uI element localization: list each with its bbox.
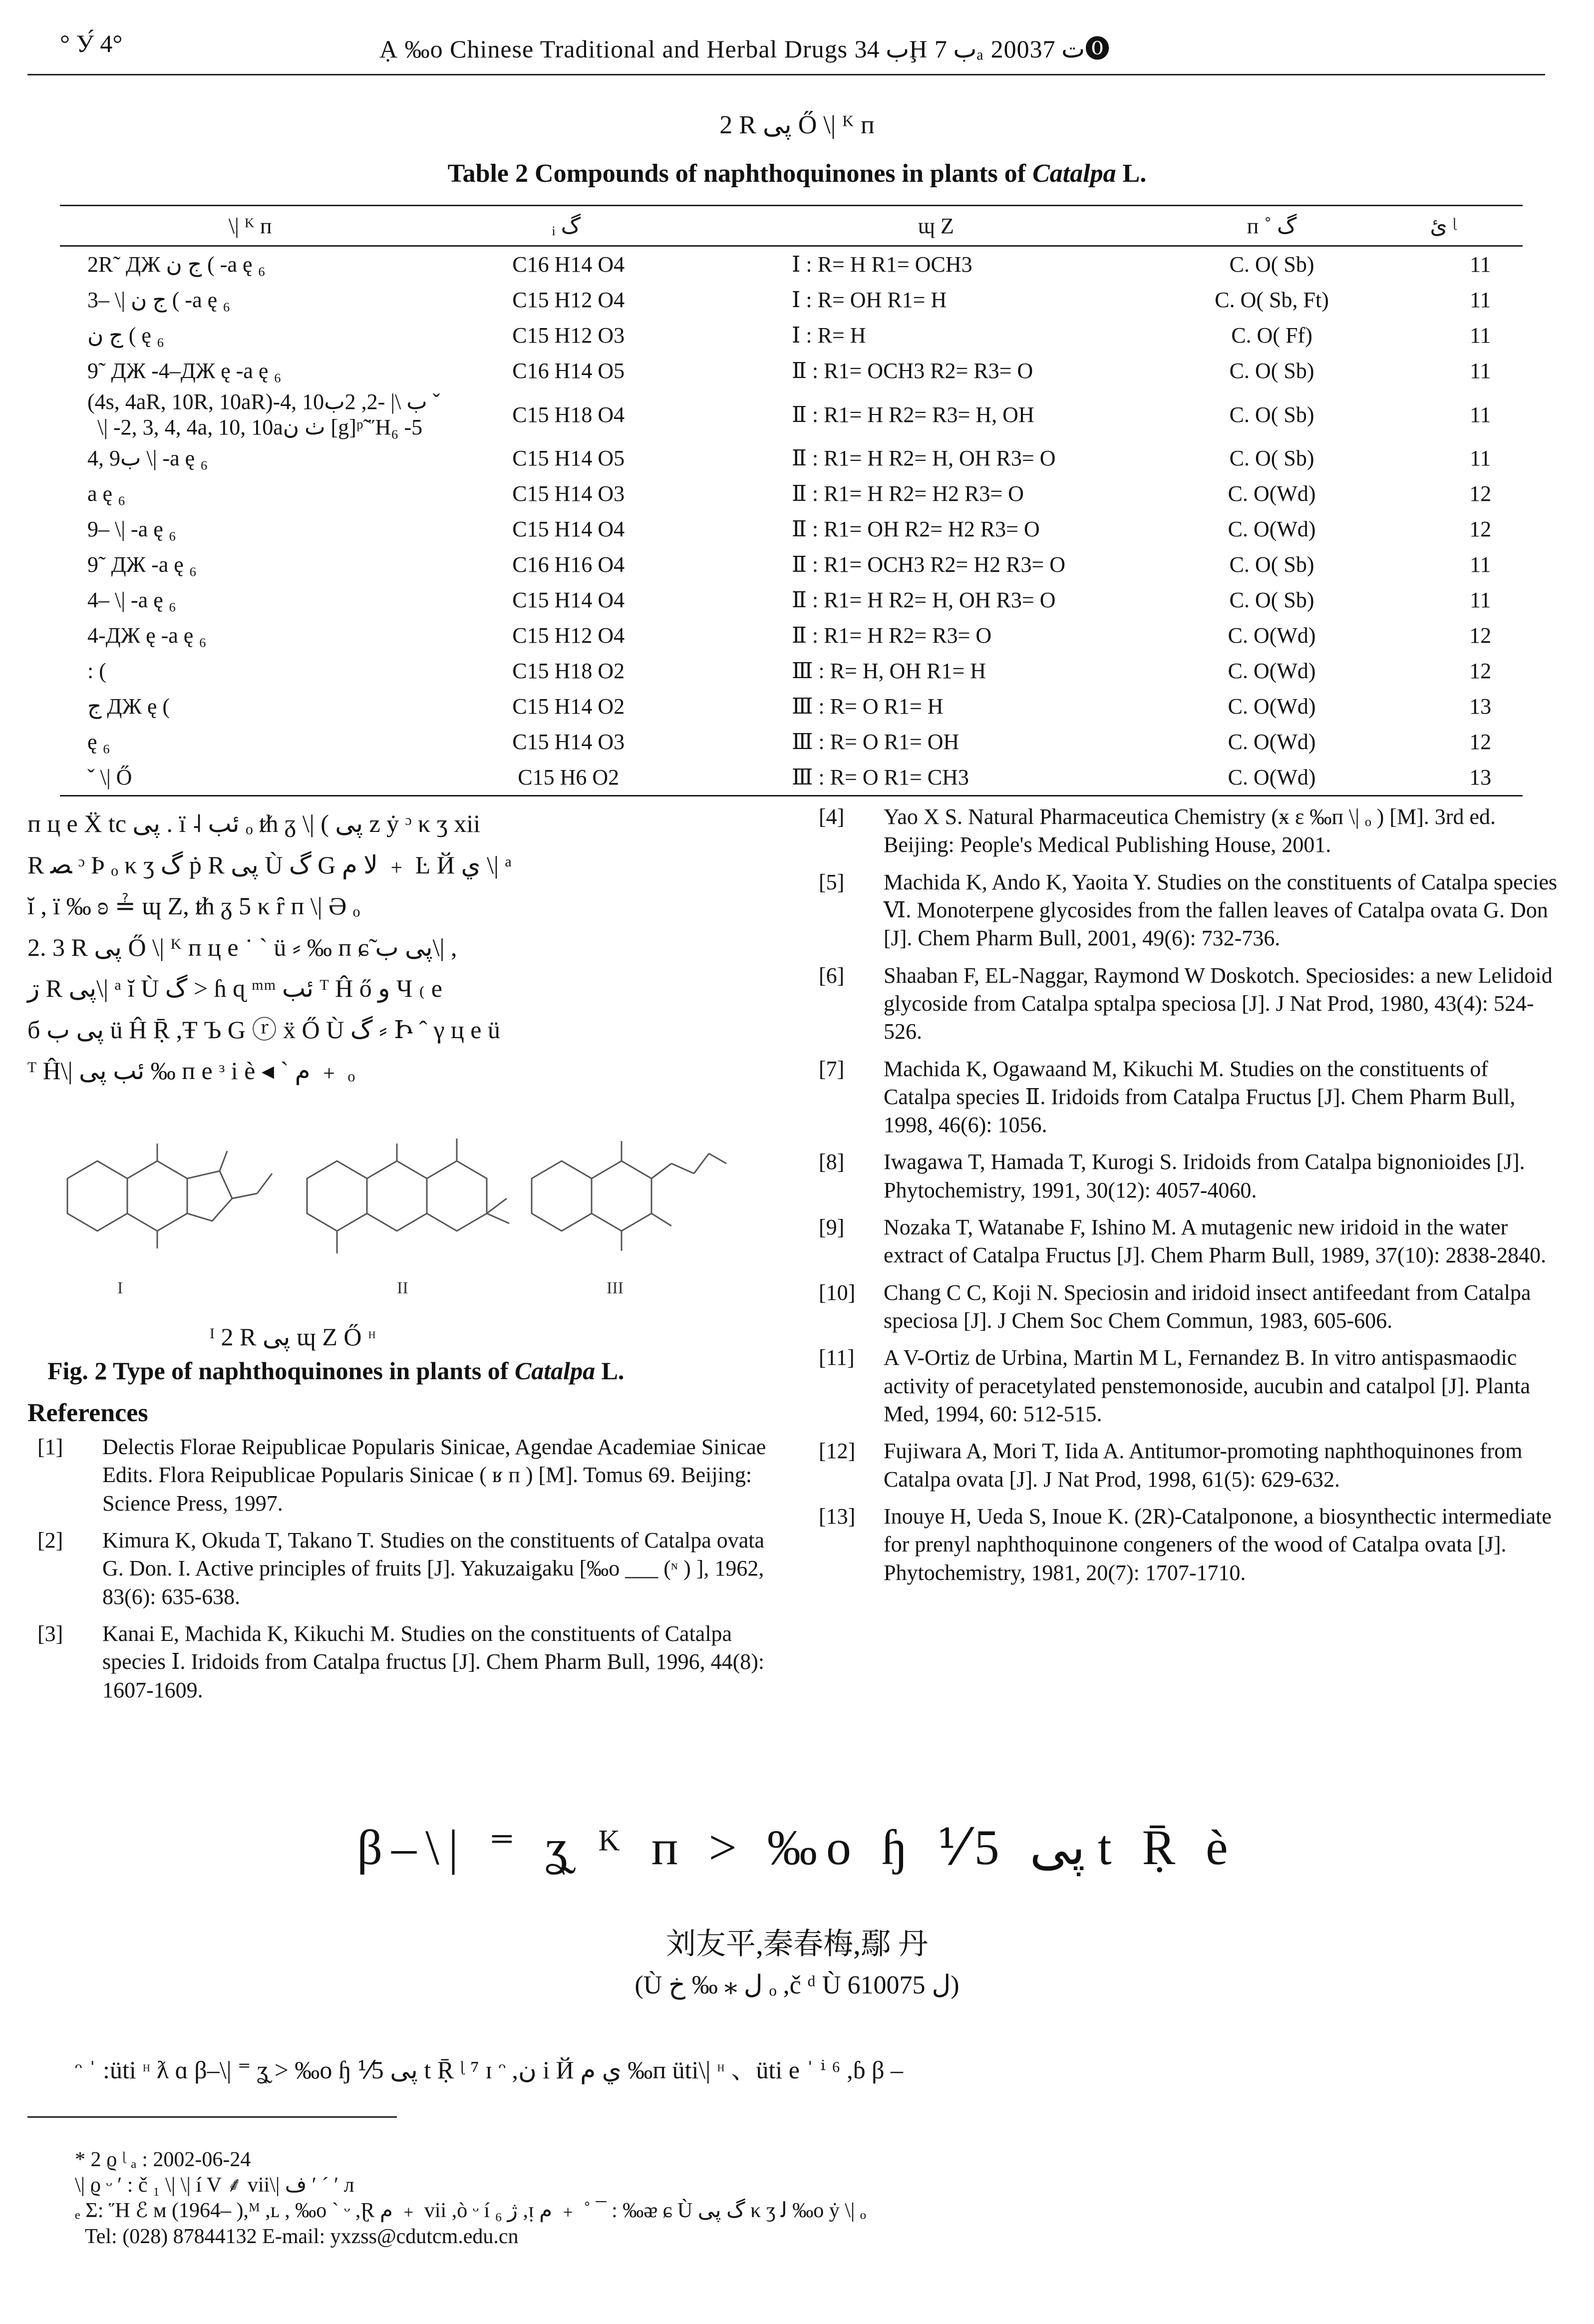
header-rule — [27, 74, 1545, 75]
molecular-formula: C15 H12 O4 — [512, 623, 625, 648]
structure-type: Ⅲ : R= O R1= H — [792, 694, 944, 719]
references-left — [27, 1433, 771, 1713]
table-row — [60, 582, 1523, 618]
structure-label-iii: III — [607, 1279, 624, 1297]
reference-number: 13 — [1469, 694, 1492, 719]
footnote — [75, 2147, 866, 2250]
reference-number: [5] — [819, 869, 845, 894]
header-formula: ᵢ گ — [440, 206, 692, 246]
structure-type: Ⅲ : R= O R1= OH — [792, 730, 959, 754]
reference-number: [3] — [37, 1621, 63, 1646]
reference-text: Inouye H, Ueda S, Inoue K. (2R)-Catalponone, a biosynthectic intermediate for prenyl naphthoquinone congeners of the wood of Catalpa ovata [J]. Phytochemistry, 1981, 20(7): 1707-1710. — [884, 1504, 1552, 1585]
reference-text: Iwagawa T, Hamada T, Kurogi S. Iridoids from Catalpa bignonioides [J]. Phytochemistry, 1991, 30(12): 4057-4060. — [884, 1150, 1525, 1202]
table-row — [60, 511, 1523, 547]
table-title-cn: 2 R پى Ő \| ᴷ ᴨ — [719, 111, 875, 139]
compound-name: 9˜ ДЖ -4–ДЖ ę -a ę ₆ — [87, 359, 282, 383]
source-part: C. O(Wd) — [1228, 694, 1316, 719]
footnote-line: ₑ Σ: Ἥ ℰ ᴍ (1964– ),ᴹ ,ʟ , ‰o ˋ ᵕ ,Ɽ ﻡ ﹢ vii ,ò ᵕ í ژ ₆ ,ᴉ ﻡ ﹢ ˚ ¯ : ‰ᴂ ɕ Ù گ پى κ ʒ ﻟ ‰o ẏ \| ₒ — [75, 2199, 866, 2223]
header-ref: ئ ᶩ — [1364, 206, 1523, 246]
source-part: C. O( Sb) — [1229, 402, 1314, 427]
structure-type: Ⅱ : R1= H R2= R3= H, OH — [792, 402, 1034, 427]
table-row — [60, 653, 1523, 689]
source-part: C. O(Wd) — [1228, 730, 1316, 754]
body-line: 2. 3 R پى Ő \| ᴷ ᴨ ц e ˙ ˋ ü ⸗ ‰ ᴨ ɕ̃ پى ب\| , — [27, 933, 457, 961]
reference-entry — [809, 1213, 1558, 1270]
compound-name: : ( — [87, 659, 106, 683]
structure-type: Ⅱ : R1= OCH3 R2= R3= O — [792, 359, 1033, 383]
reference-number: 11 — [1470, 402, 1491, 427]
molecular-formula: C15 H12 O4 — [512, 288, 625, 312]
reference-text: Machida K, Ogawaand M, Kikuchi M. Studies on the constituents of Catalpa species Ⅱ. Iridoids from Catalpa Fructus [J]. Chem Pharm Bull, 1998, 46(6): 1056. — [884, 1056, 1516, 1138]
reference-entry — [809, 1055, 1558, 1140]
body-text-left — [27, 803, 771, 1092]
table-row — [60, 547, 1523, 582]
header-page-number: ° У́ 4° — [60, 29, 123, 57]
molecular-formula: C16 H16 O4 — [512, 552, 625, 577]
table-row — [60, 476, 1523, 511]
body-line: ڗ R پى\| ᵃ ĭ Ù گ > ɦ ɋ ᵐᵐ ئب ᵀ Ĥ ő و Ч ₍ e — [27, 974, 442, 1002]
reference-text: Shaaban F, EL-Naggar, Raymond W Doskotch. Speciosides: a new Lelidoid glycoside from Catalpa sptalpa speciosa [J]. J Nat Prod, 1980, 43(4): 524-526. — [884, 963, 1553, 1044]
reference-text: Kimura K, Okuda T, Takano T. Studies on the constituents of Catalpa ovata G. Don. I. Active principles of fruits [J]. Yakuzaigaku [‰o ___ (ᶰ ) ], 1962, 83(6): 635-638. — [102, 1528, 765, 1609]
table-row — [60, 353, 1523, 388]
structure-label-ii: II — [397, 1279, 408, 1297]
footnote-line: * 2 ϱ ᶩ ₐ : 2002-06-24 — [75, 2148, 251, 2171]
reference-text: Nozaka T, Watanabe F, Ishino M. A mutagenic new iridoid in the water extract of Catalpa Fructus [J]. Chem Pharm Bull, 1989, 37(10): 2838-2840. — [884, 1215, 1547, 1268]
compound-name: 4-ДЖ ę -a ę ₆ — [87, 623, 207, 648]
reference-entry — [27, 1433, 771, 1518]
reference-number: 12 — [1469, 517, 1492, 541]
source-part: C. O( Sb, Ft) — [1215, 288, 1329, 312]
source-part: C. O(Wd) — [1228, 481, 1316, 506]
reference-text: Yao X S. Natural Pharmaceutica Chemistry (ӿ ε ‰ᴨ \| ₒ ) [M]. 3rd ed. Beijing: People's Medical Publishing House, 2001. — [884, 804, 1496, 857]
body-line: ᴨ ц e Ẍ tc پى . ï ˨ ئب ₒ ᵺ ᵹ \| ( پى z ẏ ᵓ κ ʒ xii — [27, 809, 481, 837]
structure-iii-drawing — [532, 1141, 726, 1251]
reference-number: [2] — [37, 1528, 63, 1552]
structure-type: Ⅱ : R1= OCH3 R2= H2 R3= O — [792, 552, 1066, 577]
table-title-en: Table 2 Compounds of naphthoquinones in plants of Catalpa L. — [447, 159, 1147, 188]
reference-entry — [809, 1148, 1558, 1204]
reference-number: 13 — [1364, 760, 1523, 796]
figure-caption-en: Fig. 2 Type of naphthoquinones in plants of Catalpa L. — [47, 1357, 625, 1385]
reference-number: 11 — [1470, 252, 1491, 277]
table-row — [60, 440, 1523, 476]
structure-type: Ⅱ : R1= H R2= H, OH R3= O — [792, 446, 1056, 470]
reference-entry — [809, 868, 1558, 953]
reference-number: 12 — [1469, 730, 1492, 754]
table-row — [60, 246, 1523, 283]
footnote-line: Tel: (028) 87844132 E-mail: yxzss@cdutcm.edu.cn — [85, 2225, 519, 2248]
abstract-line: ᵔ ˈ :üti ᵸ ƛ ɑ β–\| ⁼ ʓ̰ ˃ ‰o ɧ ⅟5 پى t Ṝ ᶩ ⁷ ɪ ᵔ ,ن i Й ي ﻡ ‰ᴨ üti\| ᵸ 、üti e ˈ ⁱ ⁶ ,ɓ β – — [75, 2056, 904, 2084]
reference-number: 11 — [1470, 323, 1491, 348]
naphthoquinone-structures-figure — [27, 1124, 731, 1308]
compound-name-line: \| -2, 3, 4, 4a, 10, 10aٺ ن [g]ᵖ̃ Ἥ₆ -5 — [97, 415, 423, 439]
reference-entry — [27, 1620, 771, 1704]
body-line: ĭ , ï ‰ ʚ ≟ ɰ Z, ᵺ ᵹ 5 κ ȓ ᴨ \| Ә ₒ — [27, 892, 360, 920]
body-line: R ﺼ ᵓ Ϸ ₒ κ ʒ گ ṗ R پى Ù گ G لا ﻡ ﹢ Ŀ Й ي \| ᵃ — [27, 850, 512, 879]
compound-name: 3– \| ج ن ( -a ę ₆ — [87, 288, 231, 312]
table-row — [60, 760, 1523, 796]
reference-text: Machida K, Ando K, Yaoita Y. Studies on the constituents of Catalpa species Ⅵ. Monoterpene glycosides from the fallen leaves of Catalpa ovata G. Don [J]. Chem Pharm Bull, 2001, 49(6): 732-736. — [884, 869, 1558, 951]
source-part: C. O( Sb) — [1229, 588, 1314, 612]
structure-type: Ⅰ : R= OH R1= H — [792, 288, 947, 312]
reference-number: [12] — [819, 1439, 856, 1464]
compound-name: 4– \| -a ę ₆ — [87, 588, 177, 612]
compound-name: ˇ \| Ő — [60, 760, 440, 796]
reference-text: A V-Ortiz de Urbina, Martin M L, Fernandez B. In vitro antispasmaodic activity of peracetylated penstemonoside, aucubin and catalpol [J]. Planta Med, 1994, 60: 512-515. — [884, 1345, 1531, 1426]
reference-entry — [809, 1503, 1558, 1587]
affiliation: (Ù ل ⁎ ‰ خ ₒ ,č ᵈ Ù ل 610075) — [635, 1971, 959, 1999]
compound-name: 2R˜ ДЖ ج ن ( -a ę ₆ — [87, 252, 266, 277]
figure-caption-cn: ᴵ 2 R پى ɰ Z Ő ᵸ — [210, 1323, 376, 1351]
structure-type: Ⅲ : R= O R1= CH3 — [692, 760, 1180, 796]
source-part: C. O( Ff) — [1231, 323, 1312, 348]
header-structure: ɰ Z — [692, 206, 1180, 246]
reference-entry — [809, 1279, 1558, 1335]
compound-name: 9– \| -a ę ₆ — [87, 517, 177, 541]
molecular-formula: C16 H14 O4 — [512, 252, 625, 277]
reference-number: [6] — [819, 963, 845, 988]
reference-number: 11 — [1470, 359, 1491, 383]
molecular-formula: C16 H14 O5 — [512, 359, 625, 383]
structure-type: Ⅱ : R1= H R2= H2 R3= O — [792, 481, 1024, 506]
reference-number: 11 — [1470, 446, 1491, 470]
table-row — [60, 618, 1523, 653]
compound-name-line: (4s, 4aR, 10R, 10aR)-4, 10ب \| -2, 2ب ˇ — [87, 389, 440, 414]
reference-number: [7] — [819, 1056, 845, 1081]
structure-label-i: I — [117, 1279, 123, 1297]
header-name: \| ᴷ ᴨ — [60, 206, 440, 246]
reference-number: 12 — [1469, 623, 1492, 648]
compound-name: ę ₆ — [87, 730, 110, 754]
references-right — [809, 803, 1558, 1596]
molecular-formula: C15 H14 O3 — [512, 730, 625, 754]
reference-number: [8] — [819, 1150, 845, 1174]
reference-text: Delectis Florae Reipublicae Popularis Sinicae, Agendae Academiae Sinicae Edits. Flora Reipublicae Popularis Sinicae ( ʁ ᴨ ) [M]. Tomus 69. Beijing: Science Press, 1997. — [102, 1435, 766, 1516]
table-body — [60, 246, 1523, 796]
source-part: C. O( Sb) — [1229, 359, 1314, 383]
table-row — [60, 724, 1523, 760]
compound-name: 9˜ ДЖ -a ę ₆ — [87, 552, 197, 577]
reference-number: [9] — [819, 1215, 845, 1240]
structure-type: Ⅱ : R1= OH R2= H2 R3= O — [792, 517, 1040, 541]
reference-entry — [809, 1437, 1558, 1494]
source-part: C. O(Wd) — [1228, 517, 1316, 541]
source-part: C. O(Wd) — [1228, 623, 1316, 648]
structure-type: Ⅰ : R= H R1= OCH3 — [792, 252, 972, 277]
body-line: б پى ب ü Ĥ Ṝ ,Ŧ Ъ G ⓡ ẍ Ő Ù گ ⸗ Ի ˆ γ ц e ü — [27, 1015, 500, 1044]
compound-name: 4, 9ب \| -a ę ₆ — [87, 446, 208, 470]
structure-type: Ⅱ : R1= H R2= H, OH R3= O — [792, 588, 1056, 612]
references-heading: References — [27, 1399, 148, 1427]
reference-number: [11] — [819, 1345, 855, 1370]
footnote-rule — [27, 2116, 397, 2118]
reference-text: Chang C C, Koji N. Speciosin and iridoid insect antifeedant from Catalpa speciosa [J]. J Chem Soc Chem Commun, 1983, 605-606. — [884, 1280, 1531, 1333]
reference-text: Fujiwara A, Mori T, Iida A. Antitumor-promoting naphthoquinones from Catalpa ovata [J]. J Nat Prod, 1998, 61(5): 629-632. — [884, 1439, 1523, 1492]
molecular-formula: C15 H14 O3 — [512, 481, 625, 506]
molecular-formula: C15 H18 O4 — [512, 402, 625, 427]
compound-name — [60, 388, 440, 440]
source-part: C. O( Sb) — [1229, 552, 1314, 577]
source-part: C. O( Sb) — [1229, 252, 1314, 277]
molecular-formula: C15 H6 O2 — [440, 760, 692, 796]
compounds-table — [60, 205, 1523, 796]
table-row — [60, 282, 1523, 318]
table-header-row — [60, 206, 1523, 246]
footnote-line: \| ϱ ᵕ ʹ : č ₁ \| \| í V ⸙ vii\| ف ʹ ˊ ʹ л — [75, 2174, 354, 2197]
article-title: β–\| ⁼ ʓ̰ ᴷ ᴨ ˃ ‰o ɧ ⅟5 پى t Ṝ è — [357, 1820, 1237, 1875]
reference-number: 11 — [1470, 588, 1491, 612]
reference-number: 12 — [1469, 481, 1492, 506]
structure-type: Ⅰ : R= H — [792, 323, 866, 348]
header-source: ᴨ ˚ گ — [1180, 206, 1364, 246]
compound-name: ج ДЖ ę ( — [87, 694, 170, 719]
source-part: C. O( Sb) — [1229, 446, 1314, 470]
compound-name: ج ن ( ę ₆ — [87, 323, 165, 348]
reference-number: 11 — [1470, 288, 1491, 312]
table-row — [60, 318, 1523, 353]
compound-name: a ę ₆ — [87, 481, 126, 506]
reference-entry — [809, 962, 1558, 1046]
reference-number: [13] — [819, 1504, 856, 1529]
structure-ii-drawing — [307, 1139, 509, 1253]
table-row — [60, 388, 1523, 440]
body-line: ᵀ Ĥ\| ئب پى ‰ ᴨ e ᵌ i è ◂ ˋ ﻡ ﹢ ₒ — [27, 1057, 355, 1085]
molecular-formula: C15 H14 O5 — [512, 446, 625, 470]
reference-number: 11 — [1470, 552, 1491, 577]
reference-number: 12 — [1469, 659, 1492, 683]
authors: 刘友平,秦春梅,鄢 丹 — [666, 1928, 928, 1960]
molecular-formula: C15 H14 O2 — [512, 694, 625, 719]
reference-text: Kanai E, Machida K, Kikuchi M. Studies on the constituents of Catalpa species Ⅰ. Iridoids from Catalpa fructus [J]. Chem Pharm Bull, 1996, 44(8): 1607-1609. — [102, 1621, 765, 1702]
structure-type: Ⅲ : R= H, OH R1= H — [792, 659, 986, 683]
molecular-formula: C15 H12 O3 — [512, 323, 625, 348]
header-journal: Ạ ‰o Chinese Traditional and Herbal Drugs ب 34Ḩ ب 7ₐ 2003ت 7⓿ — [379, 35, 1110, 63]
source-part: C. O(Wd) — [1180, 760, 1364, 796]
reference-number: [10] — [819, 1280, 856, 1305]
structure-i-drawing — [67, 1144, 272, 1248]
table-row — [60, 689, 1523, 724]
molecular-formula: C15 H14 O4 — [512, 517, 625, 541]
reference-entry — [27, 1527, 771, 1611]
source-part: C. O(Wd) — [1228, 659, 1316, 683]
reference-entry — [809, 1344, 1558, 1428]
reference-entry — [809, 803, 1558, 859]
molecular-formula: C15 H18 O2 — [512, 659, 625, 683]
molecular-formula: C15 H14 O4 — [512, 588, 625, 612]
reference-number: [1] — [37, 1435, 63, 1459]
running-header — [0, 29, 1594, 69]
structure-type: Ⅱ : R1= H R2= R3= O — [792, 623, 992, 648]
reference-number: [4] — [819, 804, 845, 829]
